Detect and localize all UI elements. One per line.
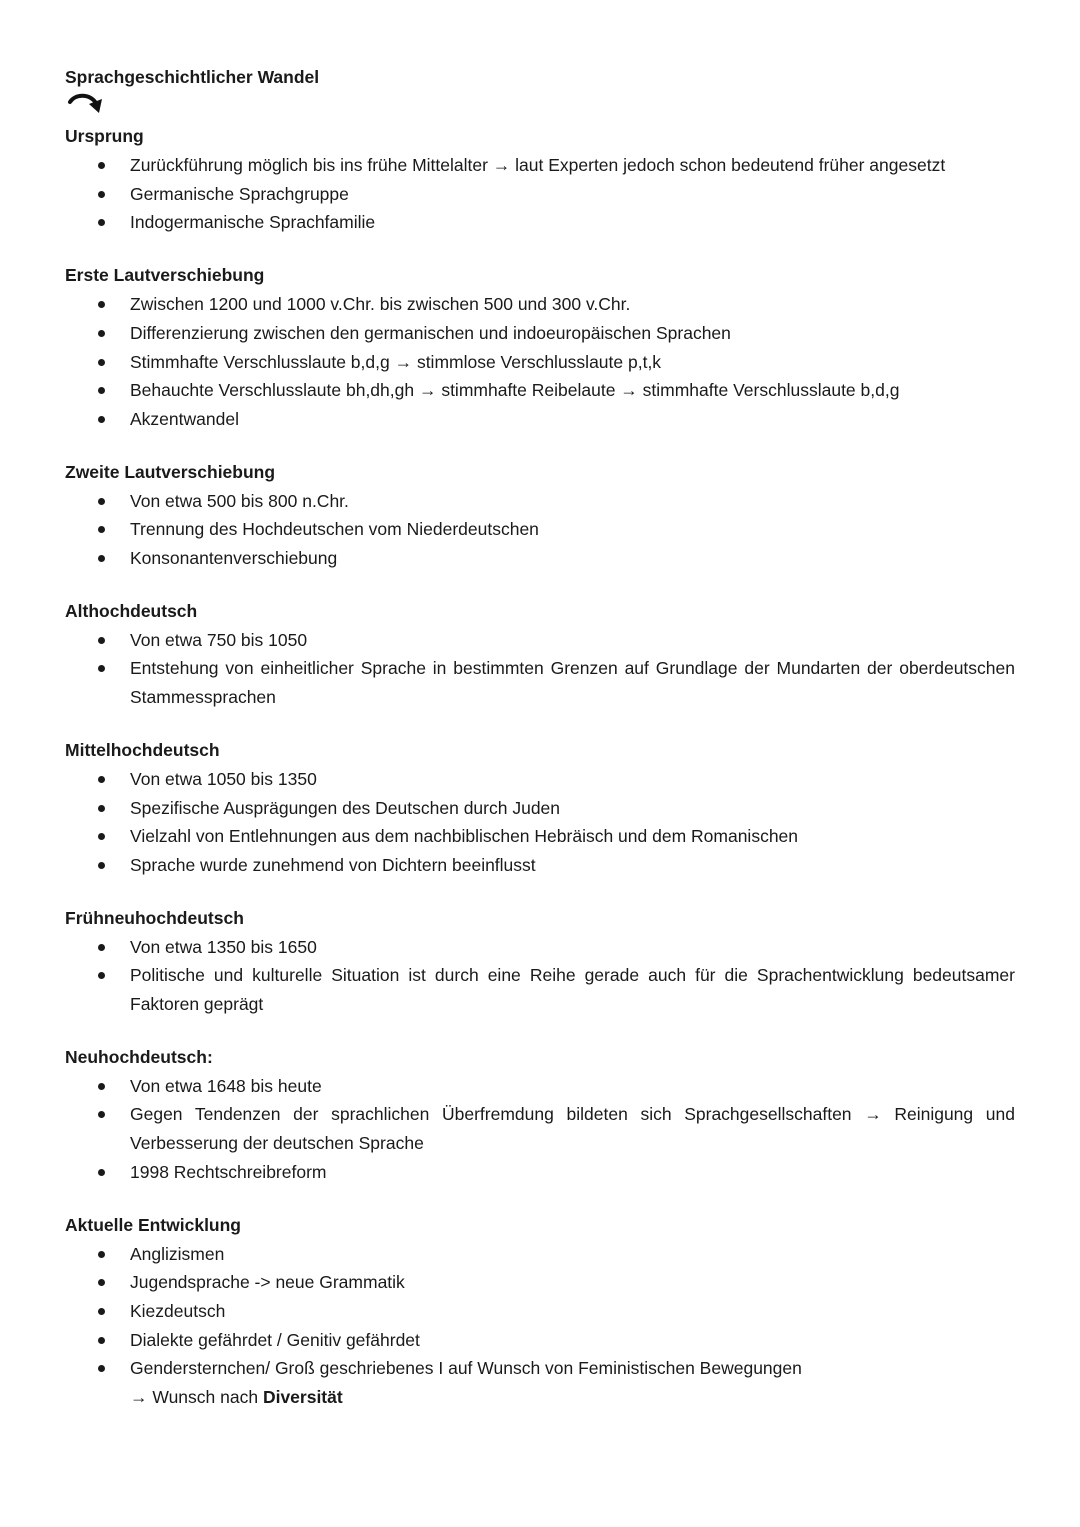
list-item: [65, 1297, 1015, 1326]
list-item-text: Stimmhafte Verschlusslaute b,d,g → stimmlose Verschlusslaute p,t,k: [130, 351, 662, 372]
list-item: [65, 544, 1015, 573]
list-item: [65, 961, 1015, 1018]
list-item-text: Dialekte gefährdet / Genitiv gefährdet: [130, 1329, 420, 1350]
list-item: [65, 765, 1015, 794]
bullet-icon: [98, 972, 105, 979]
list-item: [65, 405, 1015, 434]
list-item-text: Zurückführung möglich bis ins frühe Mittelalter → laut Experten jedoch schon bedeutend früher angesetzt: [130, 155, 946, 175]
bullet-icon: [98, 1279, 105, 1286]
bullet-icon: [98, 498, 105, 505]
bullet-icon: [98, 1308, 105, 1315]
curved-arrow-icon: [65, 90, 105, 122]
bullet-list: [65, 626, 1015, 712]
section-fruehneuhochdeutsch: [65, 904, 1015, 1019]
bullet-icon: [98, 387, 105, 394]
list-item-text: Akzentwandel: [130, 408, 239, 429]
section-aktuelle-entwicklung: [65, 1211, 1015, 1412]
list-item: [65, 319, 1015, 348]
emphasis-text: Diversität: [262, 1387, 343, 1408]
list-item: [65, 1326, 1015, 1355]
list-item: [65, 626, 1015, 655]
list-item: [65, 208, 1015, 237]
bullet-list: [65, 765, 1015, 880]
bullet-list: [65, 290, 1015, 434]
list-item-text: Sprache wurde zunehmend von Dichtern beeinflusst: [130, 854, 536, 875]
bullet-icon: [98, 555, 105, 562]
section-title: Frühneuhochdeutsch: [65, 907, 244, 928]
bullet-list: [65, 1072, 1015, 1187]
list-item-text: 1998 Rechtschreibreform: [130, 1161, 327, 1182]
list-item: [65, 487, 1015, 516]
section-title: Althochdeutsch: [65, 600, 198, 621]
list-item-text: Politische und kulturelle Situation ist durch eine Reihe gerade auch für die Sprachentwicklung bedeutsamer Faktoren geprägt: [130, 965, 1015, 1015]
bullet-icon: [98, 359, 105, 366]
list-item: [65, 822, 1015, 851]
section-neuhochdeutsch: [65, 1043, 1015, 1187]
bullet-icon: [98, 416, 105, 423]
list-item-text: Von etwa 1050 bis 1350: [130, 768, 317, 789]
bullet-icon: [98, 1169, 105, 1176]
list-item: [65, 794, 1015, 823]
list-item: [65, 348, 1015, 377]
list-item-text: Gegen Tendenzen der sprachlichen Überfremdung bildeten sich Sprachgesellschaften → Reinigung und Verbesserung der deutschen Sprache: [130, 1104, 1015, 1154]
list-item-text: Zwischen 1200 und 1000 v.Chr. bis zwischen 500 und 300 v.Chr.: [130, 294, 631, 315]
list-item-text: Von etwa 1350 bis 1650: [130, 936, 317, 957]
bullet-icon: [98, 330, 105, 337]
bullet-icon: [98, 665, 105, 672]
section-ursprung: [65, 122, 1015, 237]
list-item: [65, 933, 1015, 962]
bullet-icon: [98, 1251, 105, 1258]
section-althochdeutsch: [65, 597, 1015, 712]
list-item: [65, 851, 1015, 880]
section-zweite-lautverschiebung: [65, 458, 1015, 573]
list-item: [65, 376, 1015, 405]
list-item-text: Anglizismen: [130, 1243, 225, 1264]
list-item-text: Gendersternchen/ Groß geschriebenes I auf Wunsch von Feministischen Bewegungen: [130, 1358, 802, 1379]
bullet-icon: [98, 191, 105, 198]
bullet-icon: [98, 944, 105, 951]
list-item-text: Konsonantenverschiebung: [130, 548, 338, 569]
list-item-text: Differenzierung zwischen den germanischen und indoeuropäischen Sprachen: [130, 322, 731, 343]
list-item: [65, 1354, 1015, 1411]
list-item-text: Von etwa 500 bis 800 n.Chr.: [130, 490, 349, 511]
list-item-text: Vielzahl von Entlehnungen aus dem nachbiblischen Hebräisch und dem Romanischen: [130, 826, 799, 847]
list-item-text: Trennung des Hochdeutschen vom Niederdeutschen: [130, 519, 539, 540]
bullet-icon: [98, 1111, 105, 1118]
list-item: [65, 1072, 1015, 1101]
list-item: [65, 1158, 1015, 1187]
section-mittelhochdeutsch: [65, 736, 1015, 880]
document-title: Sprachgeschichtlicher Wandel: [65, 67, 320, 87]
bullet-icon: [98, 862, 105, 869]
bullet-icon: [98, 1337, 105, 1344]
bullet-list: [65, 151, 1015, 237]
list-item: [65, 180, 1015, 209]
section-erste-lautverschiebung: [65, 261, 1015, 434]
bullet-icon: [98, 833, 105, 840]
bullet-icon: [98, 526, 105, 533]
bullet-icon: [98, 637, 105, 644]
list-item: [65, 654, 1015, 711]
bullet-list: [65, 487, 1015, 573]
list-item: [65, 1100, 1015, 1157]
bullet-icon: [98, 1083, 105, 1090]
section-title: Neuhochdeutsch:: [65, 1046, 213, 1067]
bullet-icon: [98, 776, 105, 783]
bullet-list: [65, 933, 1015, 1019]
section-title: Ursprung: [65, 126, 144, 146]
bullet-icon: [98, 219, 105, 226]
bullet-icon: [98, 162, 105, 169]
list-item-continuation: [130, 1383, 1015, 1412]
list-item-text: Germanische Sprachgruppe: [130, 183, 349, 204]
list-item-text: Von etwa 750 bis 1050: [130, 629, 308, 650]
bullet-list: [65, 1240, 1015, 1412]
list-item-text: Entstehung von einheitlicher Sprache in bestimmten Grenzen auf Grundlage der Mundarten der oberdeutschen Stammessprachen: [130, 658, 1015, 708]
continuation-text: → Wunsch nach: [130, 1387, 263, 1408]
list-item-text: Spezifische Ausprägungen des Deutschen durch Juden: [130, 797, 561, 818]
bullet-icon: [98, 1365, 105, 1372]
list-item-text: Behauchte Verschlusslaute bh,dh,gh → stimmhafte Reibelaute → stimmhafte Verschlusslaute b,d,g: [130, 380, 900, 401]
list-item-text: Von etwa 1648 bis heute: [130, 1075, 322, 1096]
list-item: [65, 515, 1015, 544]
list-item-text: Indogermanische Sprachfamilie: [130, 212, 376, 233]
bullet-icon: [98, 805, 105, 812]
list-item: [65, 290, 1015, 319]
section-title: Aktuelle Entwicklung: [65, 1214, 241, 1235]
list-item-text: Jugendsprache -> neue Grammatik: [130, 1272, 405, 1293]
document-page: [65, 64, 1015, 1436]
list-item: [65, 1268, 1015, 1297]
section-title: Erste Lautverschiebung: [65, 265, 265, 286]
list-item: [65, 151, 1015, 180]
section-title: Zweite Lautverschiebung: [65, 461, 276, 482]
list-item-text: Kiezdeutsch: [130, 1300, 226, 1321]
bullet-icon: [98, 301, 105, 308]
section-title: Mittelhochdeutsch: [65, 739, 220, 760]
list-item: [65, 1240, 1015, 1269]
